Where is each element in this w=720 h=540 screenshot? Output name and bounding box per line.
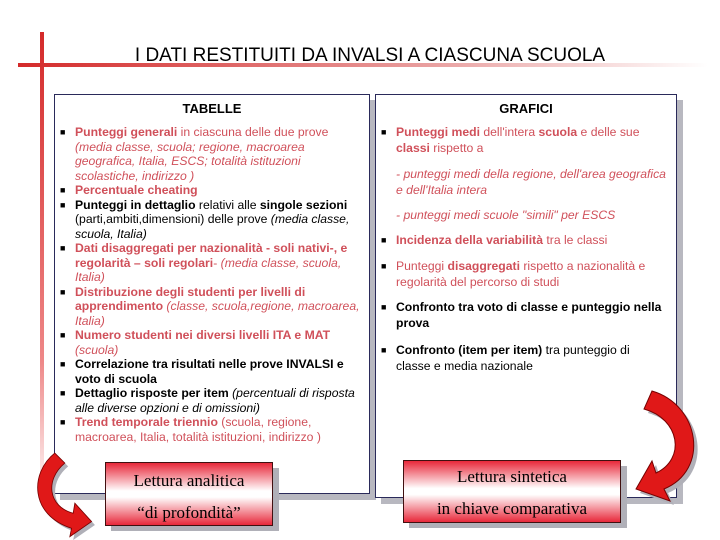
grafici-list-item [376,167,676,198]
text-segment: (media classe, scuola, Italia) [75,212,350,241]
text-segment: Punteggi in dettaglio [75,197,196,212]
grafici-list-item [376,233,676,249]
text-segment: (media classe, scuola, Italia) [75,255,342,284]
bullet-icon: ■ [381,235,387,245]
grafici-list-item [376,300,676,331]
decorative-vertical-line [40,32,44,502]
text-segment: - punteggi medi della regione, dell'area geografica e dell'Italia intera [396,167,666,197]
text-segment: relativi alle [195,197,260,212]
text-segment: disaggregati [447,259,520,273]
grafici-list-item [376,125,676,156]
bullet-icon: ■ [381,302,387,312]
text-segment: Correlazione tra risultati nelle prove INVALSI e voto di scuola [75,357,344,386]
tabelle-list-item [55,328,361,357]
bullet-icon: ■ [381,261,387,271]
lettura-analitica-box [105,462,273,526]
text-segment: Punteggi [396,259,448,273]
text-segment: (scuola, regione, macroarea, Italia, totalità istituzioni, indirizzo ) [75,415,321,444]
text-segment: (classe, scuola,regione, macroarea, Italia) [75,299,360,328]
bullet-icon: ■ [60,359,66,369]
grafici-list-item [376,208,676,224]
slide-title: I DATI RESTITUITI DA INVALSI A CIASCUNA SCUOLA [134,45,606,66]
bullet-icon: ■ [60,243,66,253]
tabelle-list-item [55,241,361,285]
text-segment: (media classe, scuola; regione, macroarea geografica, Italia, ESCS; totalità istituzioni scolastiche, indirizzo ) [75,139,305,183]
text-segment: (scuola) [75,342,119,357]
text-segment: rispetto a nazionalità e regolarità del percorso di studi [396,259,646,289]
lettura-sintetica-line1: Lettura sintetica [457,467,567,486]
text-segment: e delle sue [577,125,640,139]
grafici-list-item [376,259,676,290]
text-segment: singole sezioni [259,197,348,212]
tabelle-list-item [55,285,361,329]
text-segment: Confronto tra voto di classe e punteggio nella prova [396,300,662,330]
text-segment: Percentuale cheating [75,183,198,197]
text-segment: (percentuali di risposta alle diverse opzioni e di omissioni) [75,386,355,415]
text-segment: (parti,ambiti,dimensioni) delle prove [75,212,271,226]
bullet-icon: ■ [60,417,66,427]
text-segment: in ciascuna delle due prove [177,125,329,139]
tabelle-list-item [55,357,361,386]
lettura-sintetica-line2: in chiave comparativa [436,499,588,518]
text-segment: classi [396,140,430,155]
bullet-icon: ■ [381,345,387,355]
tabelle-list-item [55,386,361,415]
tabelle-list-item [55,125,361,183]
bullet-icon: ■ [60,286,66,297]
bullet-icon: ■ [381,127,387,137]
bullet-icon: ■ [60,185,66,195]
grafici-heading: GRAFICI [499,101,553,116]
grafici-list-item [376,343,676,374]
bullet-icon: ■ [60,127,66,137]
text-segment: Trend temporale triennio [75,415,218,429]
tabelle-list [55,125,361,444]
bullet-icon: ■ [60,199,66,210]
text-segment: - [213,255,221,270]
text-segment: Punteggi medi [396,125,480,139]
lettura-sintetica-box [403,460,621,523]
tabelle-list-item [55,415,361,444]
text-segment: dell'intera [479,125,539,139]
curved-arrow-icon [630,385,720,515]
bullet-icon: ■ [60,388,66,398]
tabelle-panel [54,94,370,494]
lettura-analitica-line1: Lettura analitica [133,471,245,490]
tabelle-list-item [55,198,361,242]
text-segment: Dati disaggregati per nazionalità - soli nativi-, e regolarità – soli regolari [75,241,348,270]
text-segment: Incidenza della variabilità [396,233,543,247]
text-segment: Punteggi generali [75,125,178,139]
lettura-analitica-line2: “di profondità” [137,503,241,522]
text-segment: tra punteggio di classe e media nazionale [396,343,630,373]
tabelle-list-item [55,183,361,198]
text-segment: scuola [538,125,578,139]
text-segment: Distribuzione degli studenti per livelli di apprendimento [75,284,306,313]
text-segment: Numero studenti nei diversi livelli ITA e MAT [75,328,331,342]
text-segment: rispetto a [429,140,484,155]
text-segment: Dettaglio risposte per item [75,386,229,400]
tabelle-heading: TABELLE [182,101,242,116]
text-segment: - punteggi medi scuole "simili" per ESCS [396,208,616,222]
curved-arrow-icon [22,448,116,540]
text-segment: tra le classi [542,233,608,247]
bullet-icon: ■ [60,330,66,340]
text-segment: Confronto (item per item) [396,343,543,357]
